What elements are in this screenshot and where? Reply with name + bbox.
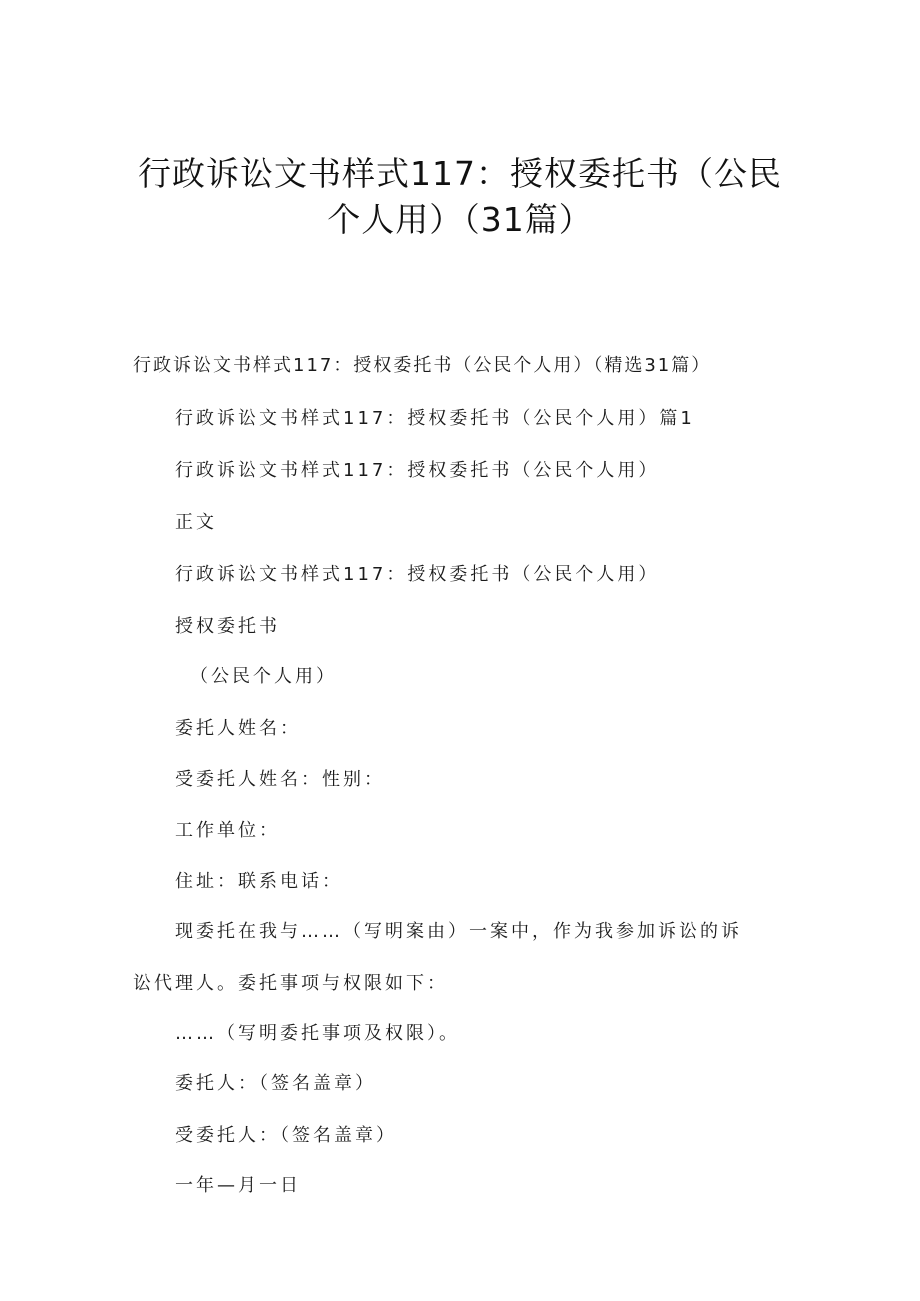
field-agent-name-gender: 受委托人姓名：性别：: [175, 769, 385, 790]
document-title-line-1: 行政诉讼文书样式117：授权委托书（公民: [138, 154, 782, 193]
form-title: 授权委托书: [175, 616, 280, 637]
subtitle: 行政诉讼文书样式117：授权委托书（公民个人用）: [175, 460, 660, 481]
toc-heading: 行政诉讼文书样式117：授权委托书（公民个人用）（精选31篇）: [133, 355, 712, 376]
subtitle-repeat: 行政诉讼文书样式117：授权委托书（公民个人用）: [175, 564, 660, 585]
body-label: 正文: [175, 512, 217, 533]
signature-agent: 受委托人：（签名盖章）: [175, 1125, 397, 1146]
authorization-items: ……（写明委托事项及权限）。: [175, 1023, 460, 1044]
field-work-unit: 工作单位：: [175, 820, 280, 841]
paragraph-line-1: 现委托在我与……（写明案由）一案中，作为我参加诉讼的诉: [175, 921, 742, 942]
signature-principal: 委托人：（签名盖章）: [175, 1073, 376, 1094]
field-address-phone: 住址：联系电话：: [175, 871, 343, 892]
section-heading: 行政诉讼文书样式117：授权委托书（公民个人用）篇1: [175, 408, 695, 429]
date-line: 一年—月一日: [175, 1175, 301, 1196]
paragraph-line-2: 讼代理人。委托事项与权限如下：: [133, 973, 448, 994]
form-subtitle: （公民个人用）: [190, 666, 337, 687]
field-principal-name: 委托人姓名：: [175, 718, 301, 739]
document-title-line-2: 个人用）（31篇）: [327, 200, 593, 239]
